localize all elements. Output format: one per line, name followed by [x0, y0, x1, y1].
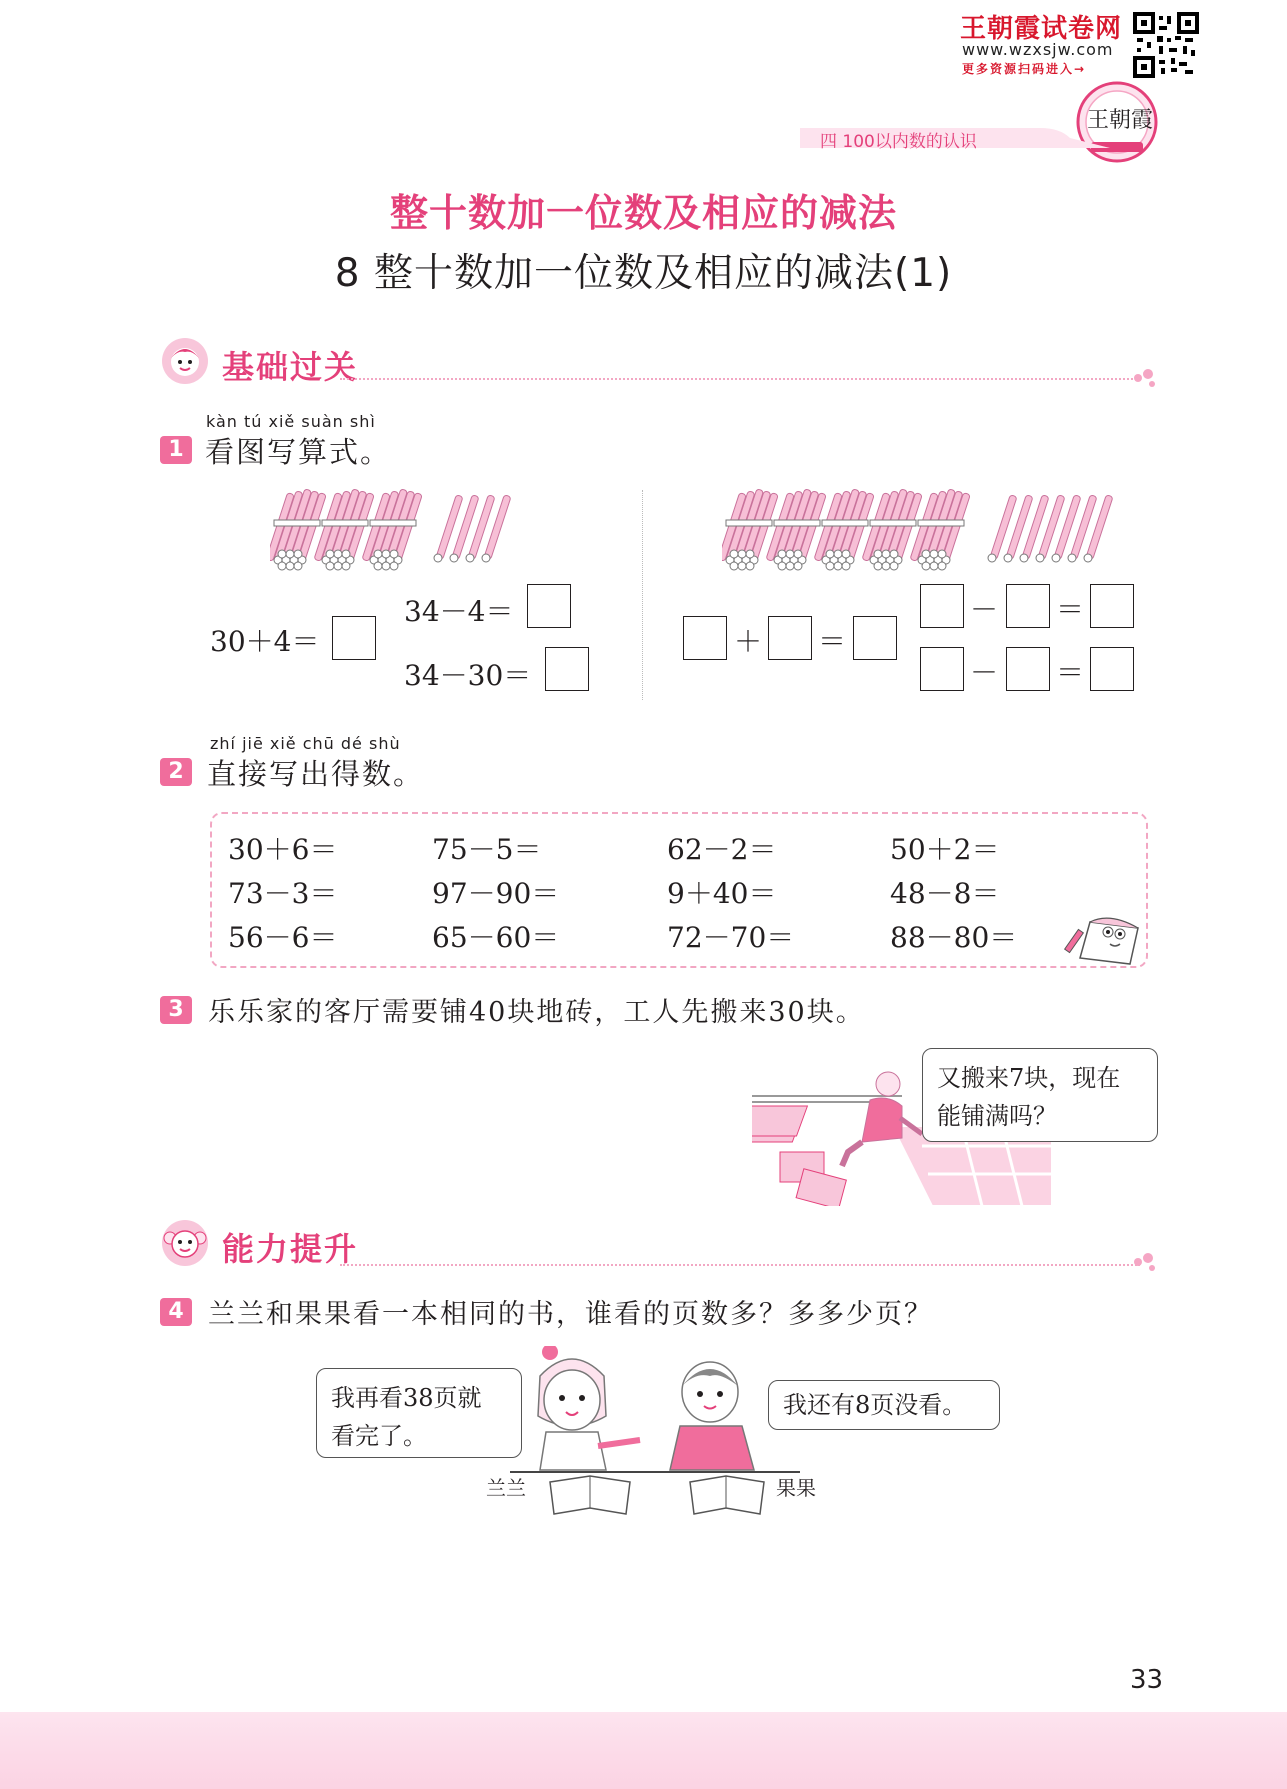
q2-r2c4: 48－8＝ — [890, 877, 1000, 910]
q1-right-box-i[interactable] — [1090, 647, 1134, 691]
q2-prompt: 直接写出得数。 — [207, 757, 425, 791]
q1-right-box-h[interactable] — [1006, 647, 1050, 691]
girl-mascot-icon — [160, 336, 210, 386]
section-basic-label: 基础过关 — [222, 348, 359, 386]
q2-r3c4: 88－80＝ — [890, 921, 1018, 954]
q2-r2c1: 73－3＝ — [228, 877, 338, 910]
q1-left-sticks-image — [270, 484, 530, 574]
book-pencil-icon — [1060, 908, 1144, 970]
q1-number-badge: 1 — [160, 436, 192, 464]
site-url: www.wzxsjw.com — [962, 40, 1114, 59]
q1-answer-box-diff1[interactable] — [527, 584, 571, 628]
q2-r1c1: 30＋6＝ — [228, 833, 338, 866]
q3-bubble-line1: 又搬来7块，现在 — [937, 1064, 1121, 1092]
q2-r3c3: 72－70＝ — [667, 921, 795, 954]
q1-pinyin: kàn tú xiě suàn shì — [206, 412, 376, 431]
q4-name-left: 兰兰 — [486, 1476, 526, 1500]
q4-left-bubble-line1: 我再看38页就 — [331, 1384, 482, 1412]
dots-decoration-icon-2 — [1132, 1252, 1160, 1272]
q2-r2c3: 9＋40＝ — [667, 877, 777, 910]
q1-right-box-c[interactable] — [853, 616, 897, 660]
q4-left-speech-bubble — [316, 1368, 522, 1458]
q2-pinyin: zhí jiē xiě chū dé shù — [210, 734, 401, 753]
q2-r1c4: 50＋2＝ — [890, 833, 1000, 866]
q1-answer-box-sum[interactable] — [332, 616, 376, 660]
q1-minus-sign-2: － — [970, 656, 999, 689]
site-more-resources: 更多资源扫码进入→ — [962, 62, 1087, 76]
q1-equals-sign: ＝ — [818, 625, 847, 658]
q3-speech-bubble — [922, 1048, 1158, 1142]
q1-equals-sign-1: ＝ — [1056, 593, 1085, 626]
q1-right-sticks-image — [722, 484, 1122, 574]
q2-r2c2: 97－90＝ — [432, 877, 560, 910]
q1-minus-sign-1: － — [970, 593, 999, 626]
q4-left-bubble-line2: 看完了。 — [331, 1422, 427, 1450]
q3-bubble-line2: 能铺满吗？ — [937, 1102, 1057, 1130]
q4-right-speech-bubble — [768, 1380, 1000, 1430]
section-title: 整十数加一位数及相应的减法 — [389, 191, 897, 235]
lesson-title: 8 整十数加一位数及相应的减法(1) — [334, 251, 953, 296]
q1-right-box-g[interactable] — [920, 647, 964, 691]
q1-eq-diff2: 34－30＝ — [404, 659, 532, 692]
section-advanced-label: 能力提升 — [222, 1230, 359, 1268]
q3-prompt: 乐乐家的客厅需要铺40块地砖，工人先搬来30块。 — [208, 997, 865, 1028]
q2-r3c1: 56－6＝ — [228, 921, 338, 954]
q1-equals-sign-2: ＝ — [1056, 656, 1085, 689]
q1-right-box-a[interactable] — [683, 616, 727, 660]
q4-children-reading-image — [510, 1346, 800, 1518]
q2-r1c3: 62－2＝ — [667, 833, 777, 866]
q1-eq-sum: 30＋4＝ — [210, 625, 320, 658]
q1-right-box-d[interactable] — [920, 584, 964, 628]
footer-band — [0, 1712, 1287, 1789]
q1-right-box-f[interactable] — [1090, 584, 1134, 628]
page-number: 33 — [1130, 1665, 1164, 1695]
q2-r1c2: 75－5＝ — [432, 833, 542, 866]
q4-number-badge: 4 — [160, 1298, 192, 1326]
q1-prompt: 看图写算式。 — [205, 435, 392, 469]
q1-right-box-e[interactable] — [1006, 584, 1050, 628]
q1-divider — [642, 490, 643, 700]
q1-eq-diff1: 34－4＝ — [404, 595, 514, 628]
seal-text: 王朝霞 — [1087, 108, 1154, 133]
monkey-mascot-icon — [160, 1218, 210, 1268]
q1-answer-box-diff2[interactable] — [545, 647, 589, 691]
q4-right-bubble-text: 我还有8页没看。 — [783, 1391, 967, 1419]
qr-code-icon — [1133, 12, 1199, 78]
q1-right-box-b[interactable] — [768, 616, 812, 660]
q1-plus-sign: ＋ — [734, 625, 763, 658]
site-logo-title: 王朝霞试卷网 — [960, 14, 1123, 44]
q2-r3c2: 65－60＝ — [432, 921, 560, 954]
section-basic-divider — [340, 378, 1140, 382]
q2-number-badge: 2 — [160, 758, 192, 786]
q4-name-right: 果果 — [776, 1476, 816, 1500]
chapter-label: 四 100以内数的认识 — [820, 132, 977, 152]
dots-decoration-icon — [1132, 368, 1160, 388]
q3-number-badge: 3 — [160, 996, 192, 1024]
q4-prompt: 兰兰和果果看一本相同的书，谁看的页数多？多多少页？ — [208, 1299, 933, 1330]
section-advanced-divider — [340, 1264, 1140, 1268]
